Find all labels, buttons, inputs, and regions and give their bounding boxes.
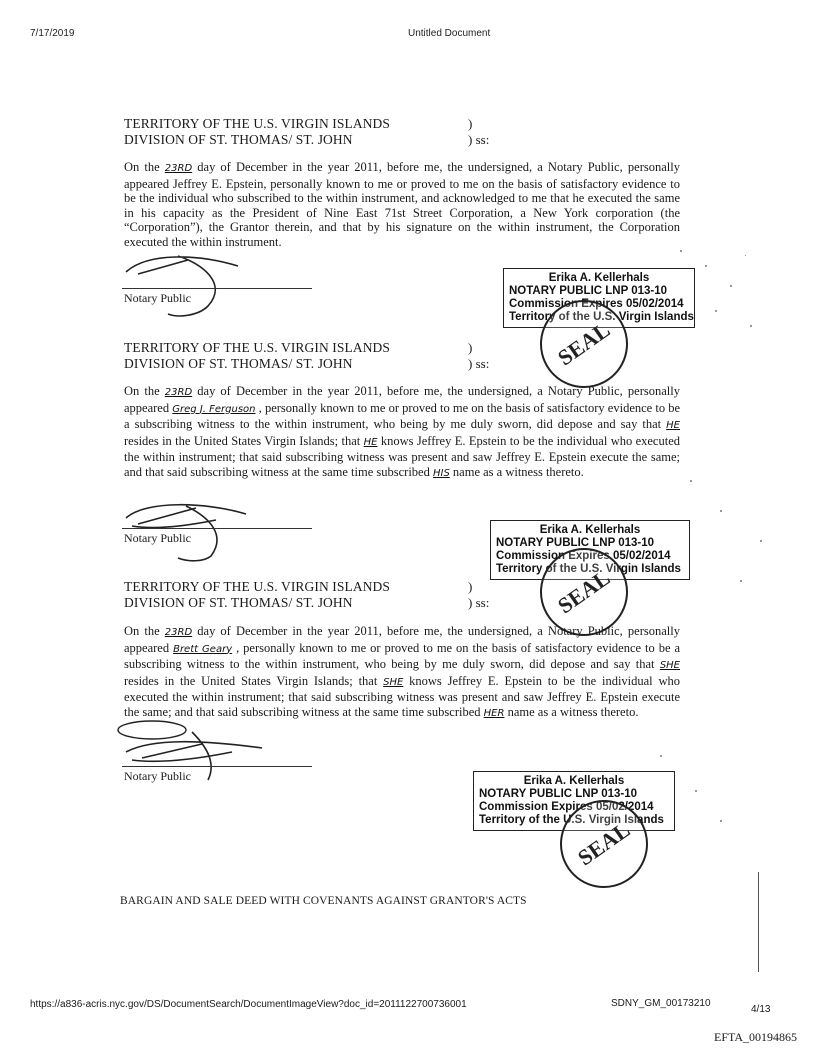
- handwritten-pronoun: SHE: [659, 660, 680, 671]
- notary-seal-3: SEAL: [543, 783, 666, 906]
- notary-seal-1: SEAL: [523, 283, 646, 406]
- venue-line-2: DIVISION OF ST. THOMAS/ ST. JOHN: [124, 595, 353, 610]
- ss-label: ) ss:: [468, 356, 490, 371]
- handwritten-name: Greg J. Ferguson: [172, 403, 256, 415]
- margin-rule: [758, 872, 759, 972]
- notary-seal-2: SEAL: [523, 531, 646, 654]
- notary-signature-2: [116, 496, 266, 564]
- deed-title: BARGAIN AND SALE DEED WITH COVENANTS AGAINST GRANTOR'S ACTS: [120, 895, 527, 907]
- print-title: Untitled Document: [408, 28, 491, 39]
- venue-line-1: TERRITORY OF THE U.S. VIRGIN ISLANDS: [124, 340, 390, 355]
- handwritten-pronoun: SHE: [383, 676, 404, 688]
- handwritten-pronoun: HE: [666, 420, 680, 431]
- venue-line-1: TERRITORY OF THE U.S. VIRGIN ISLANDS: [124, 579, 390, 594]
- notary-label-1: Notary Public: [124, 291, 191, 305]
- notary-label-3: Notary Public: [124, 769, 191, 783]
- scan-speckle-1: [660, 230, 770, 360]
- notary-stamp-3: Erika A. Kellerhals NOTARY PUBLIC LNP 013-10 Commission Expires 05/02/2014 Territory of the U.S. Virgin Islands: [473, 771, 675, 831]
- scan-speckle-2: [660, 470, 780, 600]
- handwritten-name: Brett Geary: [173, 643, 233, 655]
- paren: ): [468, 340, 473, 355]
- paren: ): [468, 579, 473, 594]
- signature-line-1: [122, 288, 312, 289]
- handwritten-pronoun: HER: [483, 707, 505, 719]
- venue-block-1: [124, 116, 390, 148]
- source-url: https://a836-acris.nyc.gov/DS/DocumentSearch/DocumentImageView?doc_id=2011122700736001: [30, 999, 467, 1010]
- venue-line-2: DIVISION OF ST. THOMAS/ ST. JOHN: [124, 356, 353, 371]
- ss-bracket-3: [468, 579, 489, 611]
- page-number: 4/13: [751, 1004, 771, 1015]
- bates-number: SDNY_GM_00173210: [611, 998, 711, 1009]
- venue-block-3: [124, 579, 390, 611]
- ss-label: ) ss:: [468, 595, 490, 610]
- ss-label: ) ss:: [468, 132, 490, 147]
- acknowledgment-paragraph-2: On the 23RD day of December in the year 2011, before me, the undersigned, a Notary Public, personally appeared Greg J. Ferguson , personally known to me or proved to me on the basis of satisfactory evidence to be a subscribing witness to the within instrument, who being by me duly sworn, did depose and say that HE resides in the United States Virgin Islands; that HE knows Jeffrey E. Epstein to be the individual who executed the within instrument; that said subscribing witness was present and saw Jeffrey E. Epstein execute the same; and that said subscribing witness at the same time subscribed HIS name as a witness thereto.: [124, 384, 681, 479]
- venue-line-1: TERRITORY OF THE U.S. VIRGIN ISLANDS: [124, 116, 390, 131]
- scan-speckle-3: [640, 740, 740, 860]
- handwritten-day: 23RD: [164, 163, 193, 174]
- ss-bracket-1: [468, 116, 489, 148]
- handwritten-pronoun: HIS: [432, 467, 450, 479]
- venue-line-2: DIVISION OF ST. THOMAS/ ST. JOHN: [124, 132, 353, 147]
- venue-block-2: [124, 340, 390, 372]
- ss-bracket-2: [468, 340, 489, 372]
- notary-stamp-2: Erika A. Kellerhals NOTARY PUBLIC LNP 013-10 Commission Expires 05/02/2014 Territory of the U.S. Virgin Islands: [490, 520, 690, 580]
- notary-signature-1: [118, 244, 258, 324]
- acknowledgment-paragraph-3: On the 23RD day of December in the year 2011, before me, the undersigned, a Notary Public, personally appeared Brett Geary , personally known to me or proved to me on the basis of satisfactory evidence to be a subscribing witness to the within instrument, who being by me duly sworn, did depose and say that SHE resides in the United States Virgin Islands; that SHE knows Jeffrey E. Epstein to be the individual who executed the within instrument; that said subscribing witness was present and saw Jeffrey E. Epstein execute the same; and that said subscribing witness at the same time subscribed HER name as a witness thereto.: [124, 624, 681, 719]
- notary-stamp-1: Erika A. Kellerhals NOTARY PUBLIC LNP 013-10 Commission Expires 05/02/2014 Territory of the U.S. Virgin Islands: [503, 268, 695, 328]
- handwritten-day: 23RD: [164, 627, 193, 638]
- signature-line-2: [122, 528, 312, 529]
- acknowledgment-paragraph-1: On the 23RD day of December in the year 2011, before me, the undersigned, a Notary Public, personally appeared Jeffrey E. Epstein, personally known to me or proved to me on the basis of satisfactory evidence to be the individual who subscribed to the within instrument, and acknowledged to me that he executed the same in his capacity as the President of Nine East 71st Street Corporation, a New York corporation (the “Corporation”), the Grantor therein, and that by his signature on the within instrument, the Corporation executed the within instrument.: [124, 160, 680, 249]
- print-date: 7/17/2019: [30, 28, 75, 39]
- handwritten-day: 23RD: [164, 387, 193, 398]
- paren: ): [468, 116, 473, 131]
- efta-number: EFTA_00194865: [714, 1030, 798, 1044]
- notary-label-2: Notary Public: [124, 531, 191, 545]
- signature-line-3: [122, 766, 312, 767]
- handwritten-pronoun: HE: [363, 436, 378, 448]
